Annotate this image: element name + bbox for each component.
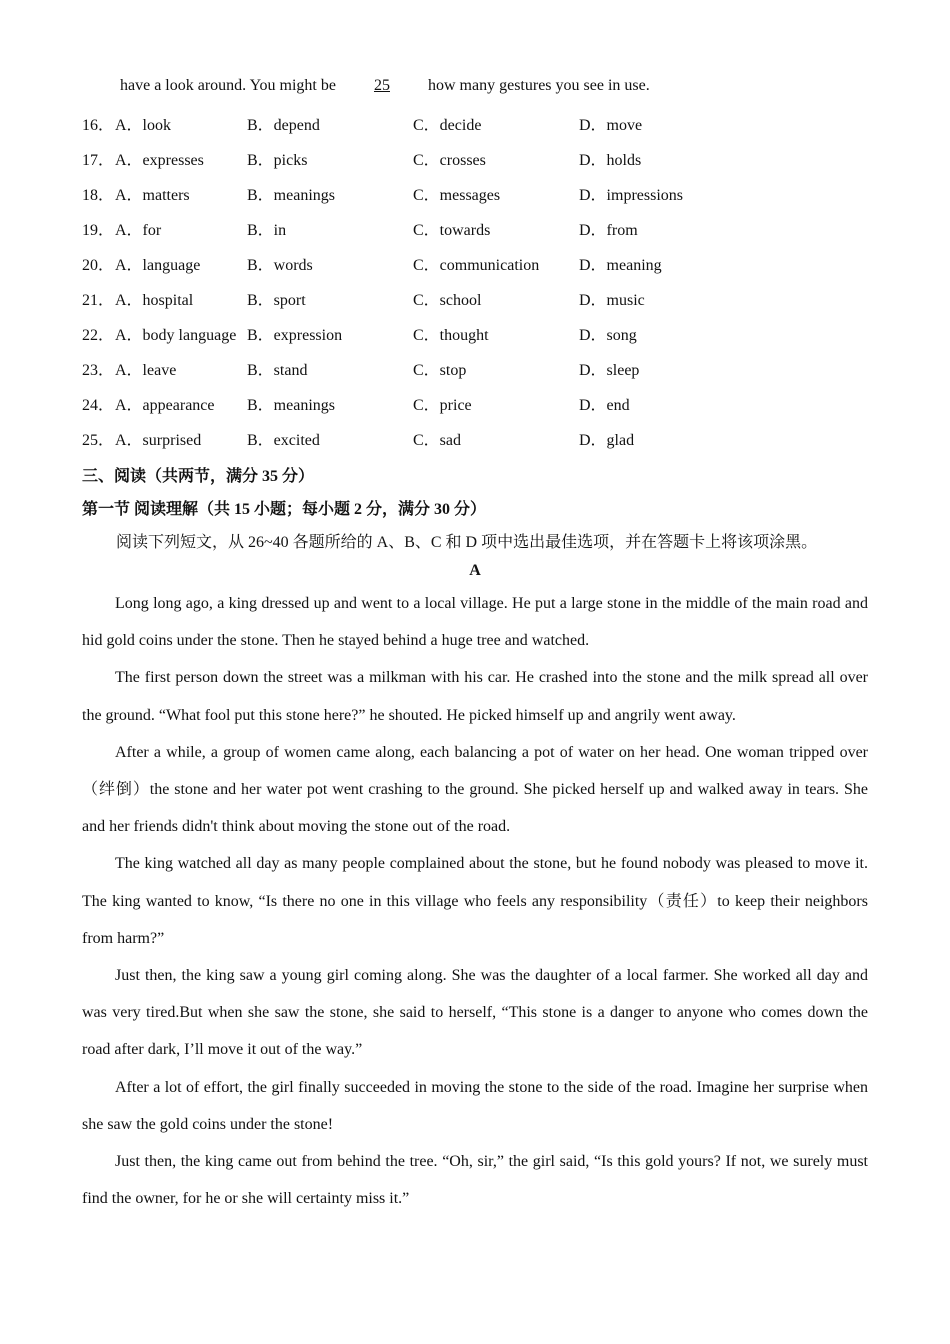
paragraph: Just then, the king came out from behind the tree. “Oh, sir,” the girl said, “Is this gold yours? If not, we surely must find the owner, for he or she will certainty miss it.”: [82, 1153, 868, 1208]
option-b: B．expression: [247, 327, 343, 344]
option-c: C．school: [413, 292, 482, 309]
question-number: 24．: [82, 397, 115, 414]
intro-after: how many gestures you see in use.: [423, 77, 650, 94]
option-c: C．towards: [413, 222, 491, 239]
option-c: C．sad: [413, 432, 462, 449]
option-b: B．words: [247, 257, 313, 274]
option-a: A．language: [115, 257, 201, 274]
question-number: 17．: [82, 152, 115, 169]
question-number: 22．: [82, 327, 115, 344]
question-number: 19．: [82, 222, 115, 239]
option-a: A．look: [115, 117, 172, 134]
option-a: A．hospital: [115, 292, 194, 309]
option-a: A．appearance: [115, 397, 215, 414]
question-number: 16．: [82, 117, 115, 134]
option-b: B．meanings: [247, 397, 335, 414]
option-d: D．music: [579, 292, 645, 309]
option-a: A．body language: [115, 327, 237, 344]
paragraph: Just then, the king saw a young girl coming along. She was the daughter of a local farmer. She worked all day and was very tired.But when she saw the stone, she said to herself, “This stone is a danger to anyone who comes down the road after dark, I’ll move it out of the way.”: [82, 967, 868, 1059]
option-b: B．in: [247, 222, 287, 239]
option-a: A．matters: [115, 187, 190, 204]
blank-25: 25: [373, 77, 390, 94]
question-17: [82, 147, 882, 169]
option-d: D．sleep: [579, 362, 640, 379]
instruction-text: 阅读下列短文，从 26~40 各题所给的 A、B、C 和 D 项中选出最佳选项，并在答题卡上将该项涂黑。: [116, 534, 818, 551]
question-20: [82, 252, 882, 274]
option-a: A．expresses: [115, 152, 204, 169]
option-c: C．communication: [413, 257, 540, 274]
option-d: D．from: [579, 222, 638, 239]
option-c: C．thought: [413, 327, 489, 344]
option-b: B．sport: [247, 292, 306, 309]
question-21: [82, 287, 882, 309]
option-c: C．crosses: [413, 152, 486, 169]
paragraph: The king watched all day as many people complained about the stone, but he found nobody was pleased to move it. The king wanted to know, “Is there no one in this village who feels any responsibility（责任）to keep their neighbors from harm?”: [82, 855, 868, 947]
passage-title: A: [469, 562, 481, 579]
question-24: [82, 392, 882, 414]
option-c: C．price: [413, 397, 472, 414]
option-d: D．move: [579, 117, 643, 134]
option-d: D．song: [579, 327, 637, 344]
question-19: [82, 217, 882, 239]
option-c: C．messages: [413, 187, 501, 204]
question-number: 23．: [82, 362, 115, 379]
intro-before: have a look around. You might be: [120, 77, 340, 94]
reading-passage: [82, 585, 868, 1217]
option-c: C．stop: [413, 362, 467, 379]
option-b: B．stand: [247, 362, 308, 379]
question-number: 25．: [82, 432, 115, 449]
question-23: [82, 357, 882, 379]
question-number: 21．: [82, 292, 115, 309]
option-d: D．impressions: [579, 187, 684, 204]
option-a: A．for: [115, 222, 162, 239]
paragraph: After a while, a group of women came along, each balancing a pot of water on her head. One woman tripped over（绊倒）the stone and her water pot went crashing to the ground. She picked herself up and walked away in tears. She and her friends didn't think about moving the stone out of the road.: [82, 743, 868, 836]
subsection-heading: 第一节 阅读理解（共 15 小题；每小题 2 分，满分 30 分）: [82, 501, 487, 518]
paragraph: Long long ago, a king dressed up and went to a local village. He put a large stone in the middle of the main road and hid gold coins under the stone. Then he stayed behind a huge tree and watched.: [82, 595, 868, 650]
paragraph: The first person down the street was a milkman with his car. He crashed into the stone and the milk spread all over the ground. “What fool put this stone here?” he shouted. He picked himself up and angrily went away.: [82, 669, 868, 724]
section-heading: 三、阅读（共两节，满分 35 分）: [82, 468, 315, 485]
question-25: [82, 427, 882, 449]
option-a: A．leave: [115, 362, 177, 379]
question-number: 20．: [82, 257, 115, 274]
option-b: B．meanings: [247, 187, 335, 204]
cloze-intro-line: [120, 77, 650, 95]
question-18: [82, 182, 882, 204]
option-d: D．glad: [579, 432, 635, 449]
option-b: B．excited: [247, 432, 320, 449]
option-d: D．end: [579, 397, 630, 414]
question-16: [82, 112, 882, 134]
question-number: 18．: [82, 187, 115, 204]
option-a: A．surprised: [115, 432, 202, 449]
option-d: D．meaning: [579, 257, 662, 274]
question-22: [82, 322, 882, 344]
option-d: D．holds: [579, 152, 642, 169]
option-b: B．picks: [247, 152, 308, 169]
paragraph: After a lot of effort, the girl finally succeeded in moving the stone to the side of the road. Imagine her surprise when she saw the gold coins under the stone!: [82, 1078, 868, 1133]
option-c: C．decide: [413, 117, 482, 134]
option-b: B．depend: [247, 117, 320, 134]
